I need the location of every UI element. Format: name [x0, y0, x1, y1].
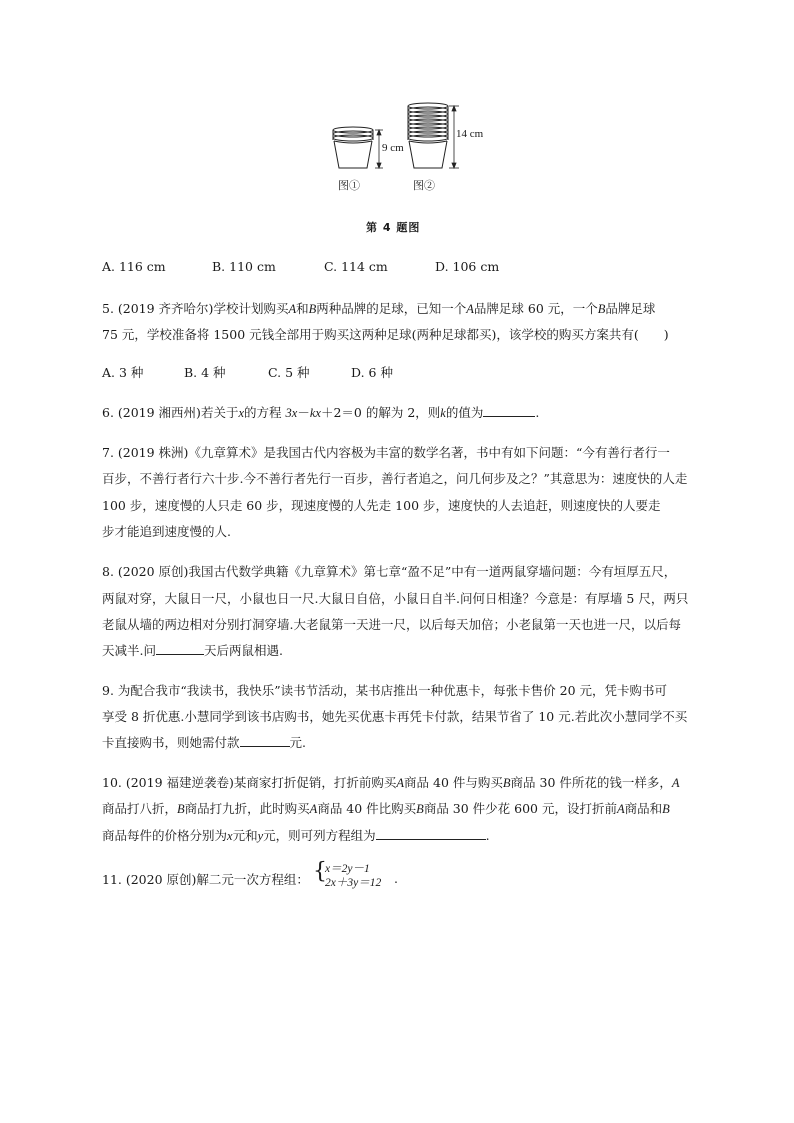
q6-var-k: k — [440, 406, 446, 420]
q8-line-4 — [102, 641, 283, 659]
q7-line-3: 100 步，速度慢的人只走 60 步，现速度慢的人先走 100 步，速度快的人去追赶，则速度快的人要走 — [102, 498, 661, 513]
q10-var-b-2: B — [177, 802, 185, 816]
q5-var-b2: B — [597, 302, 606, 316]
q10-text-l3c: 元，则可列方程组为 — [263, 828, 376, 843]
q10-answer-blank[interactable] — [376, 827, 486, 840]
q5-option-c: C. 5 种 — [268, 365, 310, 380]
q10-var-a-end: A — [671, 776, 680, 790]
q10-var-y: y — [257, 829, 264, 843]
q10-text-l2a: 商品打八折， — [102, 801, 178, 816]
q5-line-1 — [102, 299, 655, 317]
q7-line-1: 7. (2019 株洲)《九章算术》是我国古代内容极为丰富的数学名著，书中有如下问题：“今有善行者行一 — [102, 445, 670, 460]
dim-label-14cm: 14 cm — [456, 128, 484, 140]
q10-line-3 — [102, 826, 490, 844]
q5-var-a2: A — [466, 302, 474, 316]
q8-line-1: 8. (2020 原创)我国古代数学典籍《九章算术》第七章“盈不足”中有一道两鼠穿墙问题：今有垣厚五尺， — [102, 564, 677, 579]
q8-text-a: 天减半.问 — [102, 643, 156, 658]
q11-eq-2: 2x＋3y＝12 — [325, 877, 382, 889]
q8-line-3: 老鼠从墙的两边相对分别打洞穿墙.大老鼠第一天进一尺，以后每天加倍；小老鼠第一天也进一尺，以后每 — [102, 617, 681, 632]
q4-option-a: A. 116 cm — [102, 259, 166, 274]
q5-text-c: 两种品牌的足球，已知一个 — [316, 301, 467, 316]
q10-text-l2b: 商品打九折，此时购买 — [184, 801, 310, 816]
q5-text-b: 和 — [296, 301, 309, 316]
q5-option-b: B. 4 种 — [184, 365, 226, 380]
q10-text-b: 商品 40 件与购买 — [404, 775, 503, 790]
q11-eq-1: x＝2y－1 — [325, 863, 370, 875]
q9-text-b: 元. — [289, 735, 306, 750]
q9-text-a: 卡直接购书，则她需付款 — [102, 735, 240, 750]
q4-option-b: B. 110 cm — [212, 259, 276, 274]
q5-option-a: A. 3 种 — [102, 365, 144, 380]
q11-brace: { — [313, 859, 327, 884]
q8-text-b: 天后两鼠相遇. — [203, 643, 283, 658]
q11-text: 11. (2020 原创)解二元一次方程组： — [102, 872, 309, 887]
q9-line-2: 享受 8 折优惠.小慧同学到该书店购书，她先买优惠卡再凭卡付款，结果节省了 10 元.若此次小慧同学不买 — [102, 709, 688, 724]
q10-line-1 — [102, 773, 680, 791]
q6-text-d: 的值为 — [445, 405, 484, 420]
q7-line-4: 步才能追到速度慢的人. — [102, 524, 231, 539]
figure-label-2: 图② — [413, 180, 435, 192]
q10-var-b-4: B — [662, 802, 670, 816]
dim-label-9cm: 9 cm — [382, 142, 404, 154]
q10-line-2 — [102, 799, 670, 817]
q7-line-2: 百步，不善行者行六十步.今不善行者先行一百步，善行者追之，问几何步及之？”其意思为：速度快的人走 — [102, 471, 688, 486]
q5-text-d: 品牌足球 60 元，一个 — [473, 301, 598, 316]
q5-line-2: 75 元，学校准备将 1500 元钱全部用于购买这两种足球(两种足球都买)，该学校的购买方案共有( ) — [102, 327, 669, 342]
q5-text-e: 品牌足球 — [605, 301, 656, 316]
q6-text-b: 的方程 — [244, 405, 282, 420]
q9-answer-blank[interactable] — [240, 734, 290, 747]
cup-stack-1 — [333, 127, 373, 168]
q6-var-x: x — [238, 406, 245, 420]
q6-eq-kx: kx — [309, 406, 321, 420]
q10-var-a: A — [396, 776, 405, 790]
q6-eq-minus: － — [297, 405, 310, 420]
q5-option-d: D. 6 种 — [351, 365, 393, 380]
q5-text-a: 5. (2019 齐齐哈尔)学校计划购买 — [102, 301, 289, 316]
q6-eq-3x: 3x — [285, 406, 298, 420]
q4-option-c: C. 114 cm — [324, 259, 388, 274]
q6-text-a: 6. (2019 湘西州)若关于 — [102, 405, 239, 420]
q10-end: . — [485, 828, 490, 843]
q6-answer-blank[interactable] — [483, 404, 535, 417]
q10-text-l2e: 商品和 — [624, 801, 663, 816]
q10-var-a-3: A — [616, 802, 625, 816]
q8-line-2: 两鼠对穿，大鼠日一尺，小鼠也日一尺.大鼠日自倍，小鼠日自半.问何日相逢？今意是：有厚墙 5 尺，两只 — [102, 591, 689, 606]
q11-line — [102, 870, 309, 888]
q10-var-b-3: B — [416, 802, 424, 816]
figure-label-1: 图① — [338, 180, 360, 192]
q9-line-1: 9. 为配合我市“我读书，我快乐”读书节活动，某书店推出一种优惠卡，每张卡售价 20 元，凭卡购书可 — [102, 683, 668, 698]
q6-eq-end: ＋2＝0 — [320, 405, 362, 420]
q10-text-a: 10. (2019 福建逆袭卷)某商家打折促销，打折前购买 — [102, 775, 397, 790]
q5-var-a: A — [288, 302, 297, 316]
q10-text-l2d: 商品 30 件少花 600 元，设打折前 — [423, 801, 617, 816]
q8-answer-blank[interactable] — [156, 642, 204, 655]
q4-option-d: D. 106 cm — [435, 259, 500, 274]
q6-end: . — [535, 405, 540, 420]
cup-stack-2 — [408, 103, 448, 168]
q10-text-c: 商品 30 件所花的钱一样多， — [510, 775, 672, 790]
q11-end: . — [394, 871, 398, 886]
q9-line-3 — [102, 733, 306, 751]
q6-text-c: 的解为 2，则 — [365, 405, 441, 420]
figure-caption: 第 4 题图 — [366, 221, 421, 234]
q10-text-l2c: 商品 40 件比购买 — [317, 801, 417, 816]
q6-line — [102, 403, 539, 421]
q10-text-l3b: 元和 — [232, 828, 258, 843]
q10-var-x: x — [227, 829, 233, 843]
q10-var-a-2: A — [309, 802, 318, 816]
q10-text-l3a: 商品每件的价格分别为 — [102, 828, 228, 843]
q10-var-b: B — [502, 776, 511, 790]
q5-var-b: B — [308, 302, 317, 316]
